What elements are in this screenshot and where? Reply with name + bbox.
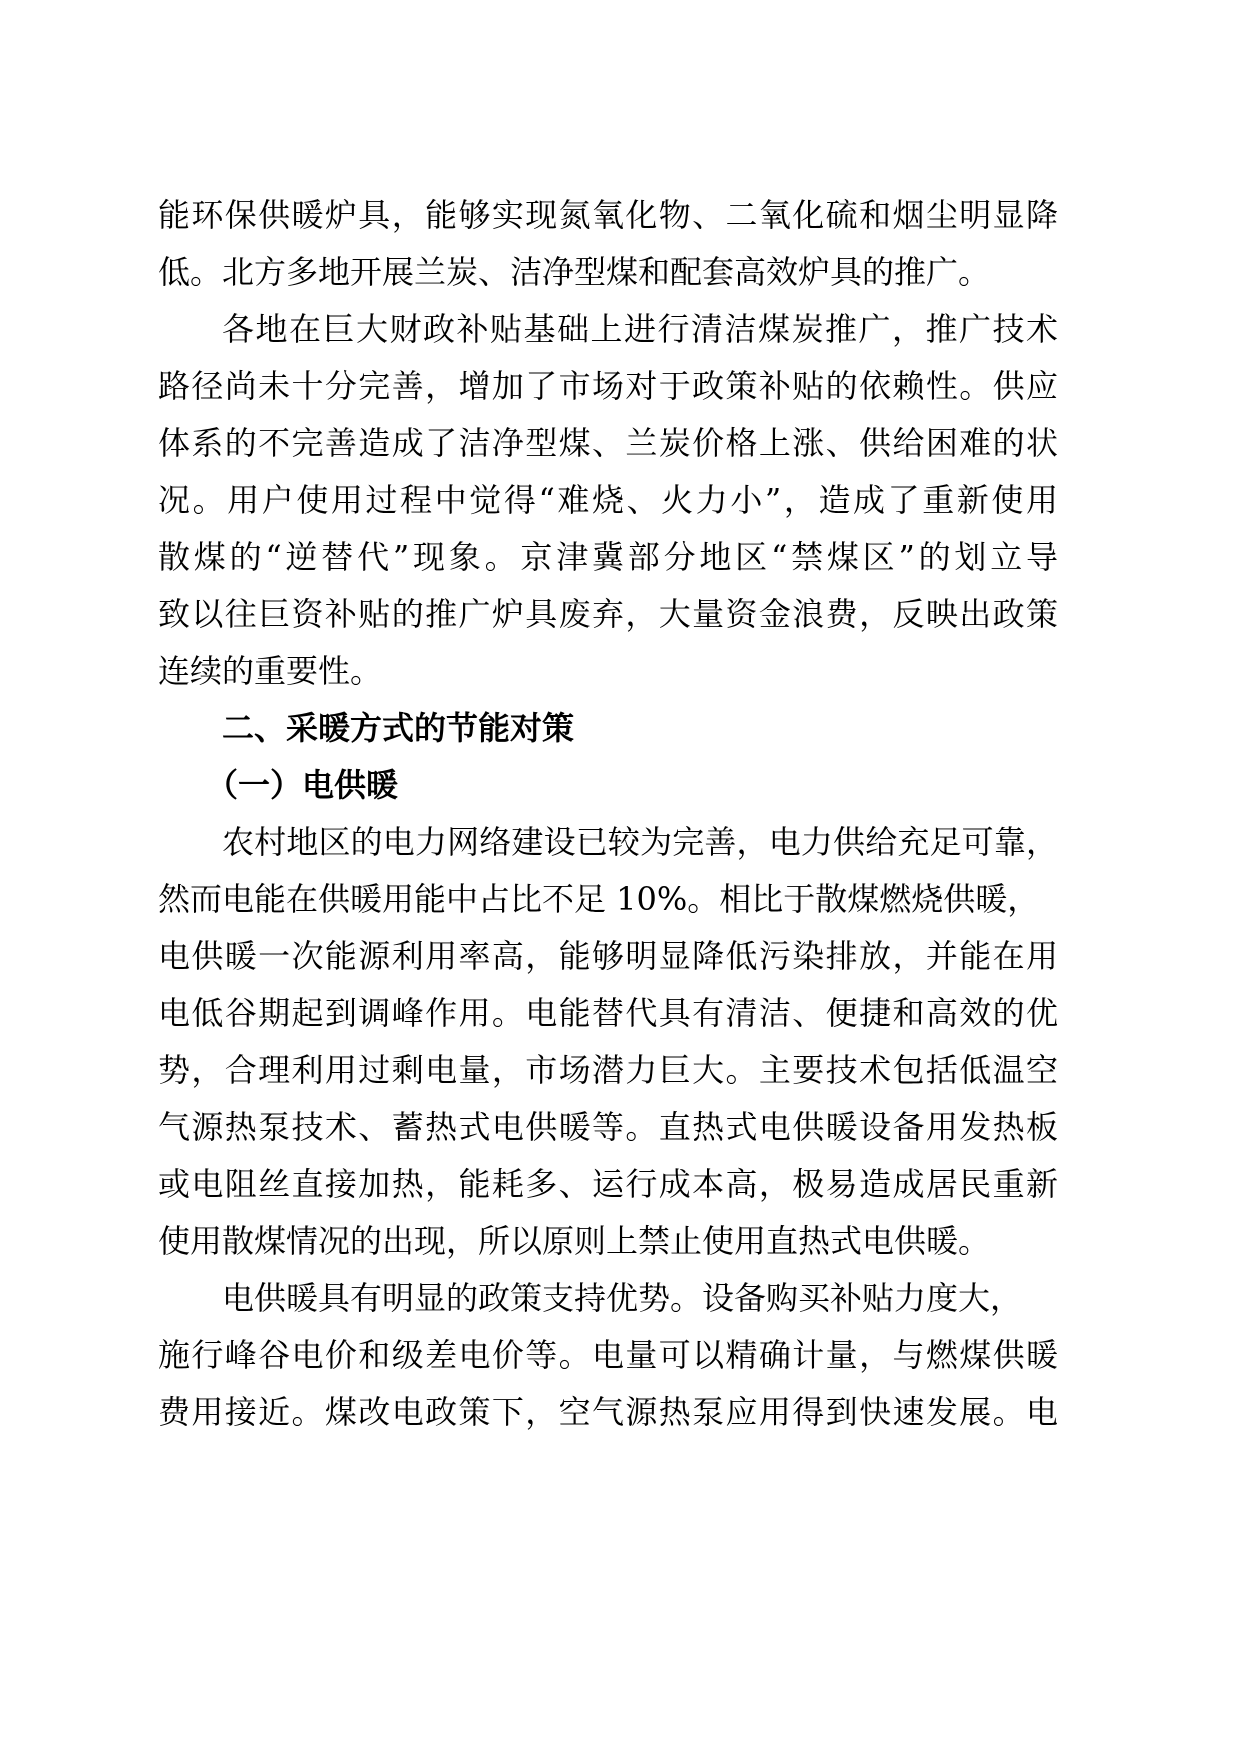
paragraph-line: 气源热泵技术、蓄热式电供暖等。直热式电供暖设备用发热板 bbox=[158, 1108, 1058, 1146]
paragraph-line: 然而电能在供暖用能中占比不足 10%。相比于散煤燃烧供暖， bbox=[158, 880, 1040, 918]
paragraph-line: 况。用户使用过程中觉得“难烧、火力小”，造成了重新使用 bbox=[158, 481, 1058, 519]
paragraph-line: 势，合理利用过剩电量，市场潜力巨大。主要技术包括低温空 bbox=[158, 1051, 1058, 1089]
paragraph-line: 费用接近。煤改电政策下，空气源热泵应用得到快速发展。电 bbox=[158, 1393, 1058, 1431]
paragraph-line: 散煤的“逆替代”现象。京津冀部分地区“禁煤区”的划立导 bbox=[158, 538, 1058, 576]
paragraph-line: 电低谷期起到调峰作用。电能替代具有清洁、便捷和高效的优 bbox=[158, 994, 1058, 1032]
section-heading: 二、采暖方式的节能对策 bbox=[222, 709, 575, 747]
paragraph-line: 电供暖一次能源利用率高，能够明显降低污染排放，并能在用 bbox=[158, 937, 1058, 975]
paragraph-line: 体系的不完善造成了洁净型煤、兰炭价格上涨、供给困难的状 bbox=[158, 424, 1058, 462]
paragraph-line: 施行峰谷电价和级差电价等。电量可以精确计量，与燃煤供暖 bbox=[158, 1336, 1058, 1374]
paragraph-line: 或电阻丝直接加热，能耗多、运行成本高，极易造成居民重新 bbox=[158, 1165, 1058, 1203]
paragraph-line: 农村地区的电力网络建设已较为完善，电力供给充足可靠， bbox=[222, 823, 1058, 861]
paragraph-line: 路径尚未十分完善，增加了市场对于政策补贴的依赖性。供应 bbox=[158, 367, 1058, 405]
paragraph-line: 能环保供暖炉具，能够实现氮氧化物、二氧化硫和烟尘明显降 bbox=[158, 196, 1058, 234]
paragraph-line: 电供暖具有明显的政策支持优势。设备购买补贴力度大， bbox=[222, 1279, 1023, 1317]
paragraph-line: 低。北方多地开展兰炭、洁净型煤和配套高效炉具的推广。 bbox=[158, 253, 991, 291]
paragraph-line: 连续的重要性。 bbox=[158, 652, 383, 690]
subsection-heading: （一）电供暖 bbox=[206, 766, 399, 804]
paragraph-line: 致以往巨资补贴的推广炉具废弃，大量资金浪费，反映出政策 bbox=[158, 595, 1058, 633]
paragraph-line: 使用散煤情况的出现，所以原则上禁止使用直热式电供暖。 bbox=[158, 1222, 991, 1260]
paragraph-line: 各地在巨大财政补贴基础上进行清洁煤炭推广，推广技术 bbox=[222, 310, 1058, 348]
